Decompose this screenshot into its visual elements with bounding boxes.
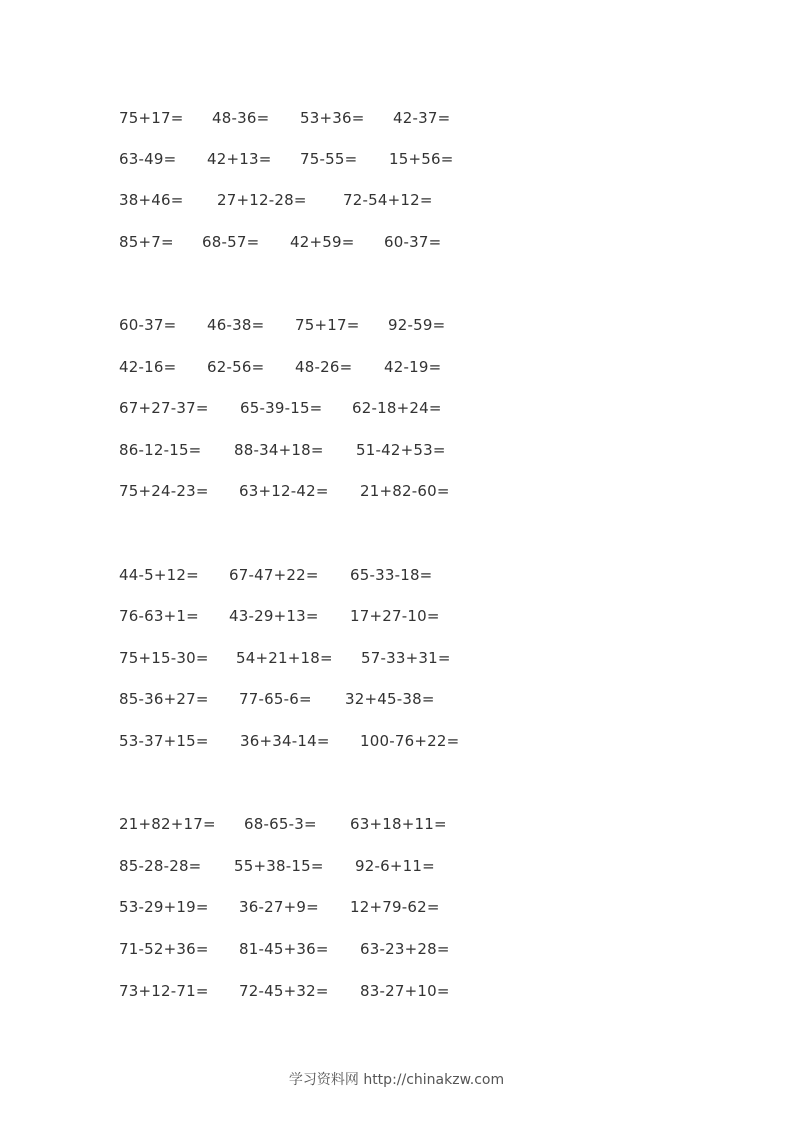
problem-row	[0, 939, 793, 959]
math-problem: 60-37=	[384, 233, 442, 251]
math-problem: 21+82+17=	[119, 815, 216, 833]
math-problem: 86-12-15=	[119, 441, 202, 459]
math-problem: 83-27+10=	[360, 982, 450, 1000]
problem-row	[0, 981, 793, 1001]
math-problem: 62-56=	[207, 358, 265, 376]
math-problem: 21+82-60=	[360, 482, 450, 500]
math-problem: 88-34+18=	[234, 441, 324, 459]
footer-watermark: 学习资料网 http://chinakzw.com	[288, 1072, 505, 1088]
math-problem: 54+21+18=	[236, 649, 333, 667]
math-problem: 42+59=	[290, 233, 355, 251]
math-problem: 53-29+19=	[119, 898, 209, 916]
math-problem: 42-37=	[393, 109, 451, 127]
problem-row	[0, 814, 793, 834]
math-problem: 44-5+12=	[119, 566, 199, 584]
math-problem: 55+38-15=	[234, 857, 324, 875]
math-problem: 68-57=	[202, 233, 260, 251]
math-problem: 17+27-10=	[350, 607, 440, 625]
math-problem: 81-45+36=	[239, 940, 329, 958]
math-problem: 43-29+13=	[229, 607, 319, 625]
math-problem: 100-76+22=	[360, 732, 460, 750]
math-problem: 75+24-23=	[119, 482, 209, 500]
problem-row	[0, 315, 793, 335]
math-problem: 27+12-28=	[217, 191, 307, 209]
math-problem: 63-23+28=	[360, 940, 450, 958]
math-problem: 92-59=	[388, 316, 446, 334]
math-problem: 15+56=	[389, 150, 454, 168]
problem-row	[0, 481, 793, 501]
math-problem: 46-38=	[207, 316, 265, 334]
problem-row	[0, 149, 793, 169]
problem-row	[0, 731, 793, 751]
math-problem: 85-36+27=	[119, 690, 209, 708]
problem-row	[0, 108, 793, 128]
math-problem: 85+7=	[119, 233, 174, 251]
math-problem: 42+13=	[207, 150, 272, 168]
math-problem: 36+34-14=	[240, 732, 330, 750]
problem-row	[0, 689, 793, 709]
problem-row	[0, 565, 793, 585]
math-problem: 57-33+31=	[361, 649, 451, 667]
math-problem: 53-37+15=	[119, 732, 209, 750]
math-problem: 62-18+24=	[352, 399, 442, 417]
math-problem: 67+27-37=	[119, 399, 209, 417]
math-problem: 36-27+9=	[239, 898, 319, 916]
math-problem: 75+17=	[119, 109, 184, 127]
math-problem: 76-63+1=	[119, 607, 199, 625]
math-problem: 63+18+11=	[350, 815, 447, 833]
problem-row	[0, 606, 793, 626]
math-problem: 60-37=	[119, 316, 177, 334]
math-problem: 42-16=	[119, 358, 177, 376]
math-problem: 65-33-18=	[350, 566, 433, 584]
math-problem: 48-36=	[212, 109, 270, 127]
math-problem: 72-45+32=	[239, 982, 329, 1000]
math-problem: 38+46=	[119, 191, 184, 209]
math-problem: 48-26=	[295, 358, 353, 376]
math-problem: 75+15-30=	[119, 649, 209, 667]
problem-row	[0, 190, 793, 210]
math-problem: 72-54+12=	[343, 191, 433, 209]
math-problem: 51-42+53=	[356, 441, 446, 459]
math-problem: 32+45-38=	[345, 690, 435, 708]
math-problem: 68-65-3=	[244, 815, 317, 833]
problem-row	[0, 440, 793, 460]
problem-row	[0, 648, 793, 668]
math-problem: 65-39-15=	[240, 399, 323, 417]
math-problem: 71-52+36=	[119, 940, 209, 958]
problem-row	[0, 232, 793, 252]
math-problem: 67-47+22=	[229, 566, 319, 584]
math-problem: 42-19=	[384, 358, 442, 376]
problem-row	[0, 856, 793, 876]
math-problem: 53+36=	[300, 109, 365, 127]
problem-row	[0, 357, 793, 377]
math-problem: 75+17=	[295, 316, 360, 334]
problem-row	[0, 897, 793, 917]
math-problem: 63-49=	[119, 150, 177, 168]
math-problem: 63+12-42=	[239, 482, 329, 500]
math-problem: 92-6+11=	[355, 857, 435, 875]
math-problem: 73+12-71=	[119, 982, 209, 1000]
math-problem: 12+79-62=	[350, 898, 440, 916]
math-problem: 75-55=	[300, 150, 358, 168]
math-problem: 85-28-28=	[119, 857, 202, 875]
problem-row	[0, 398, 793, 418]
math-problem: 77-65-6=	[239, 690, 312, 708]
